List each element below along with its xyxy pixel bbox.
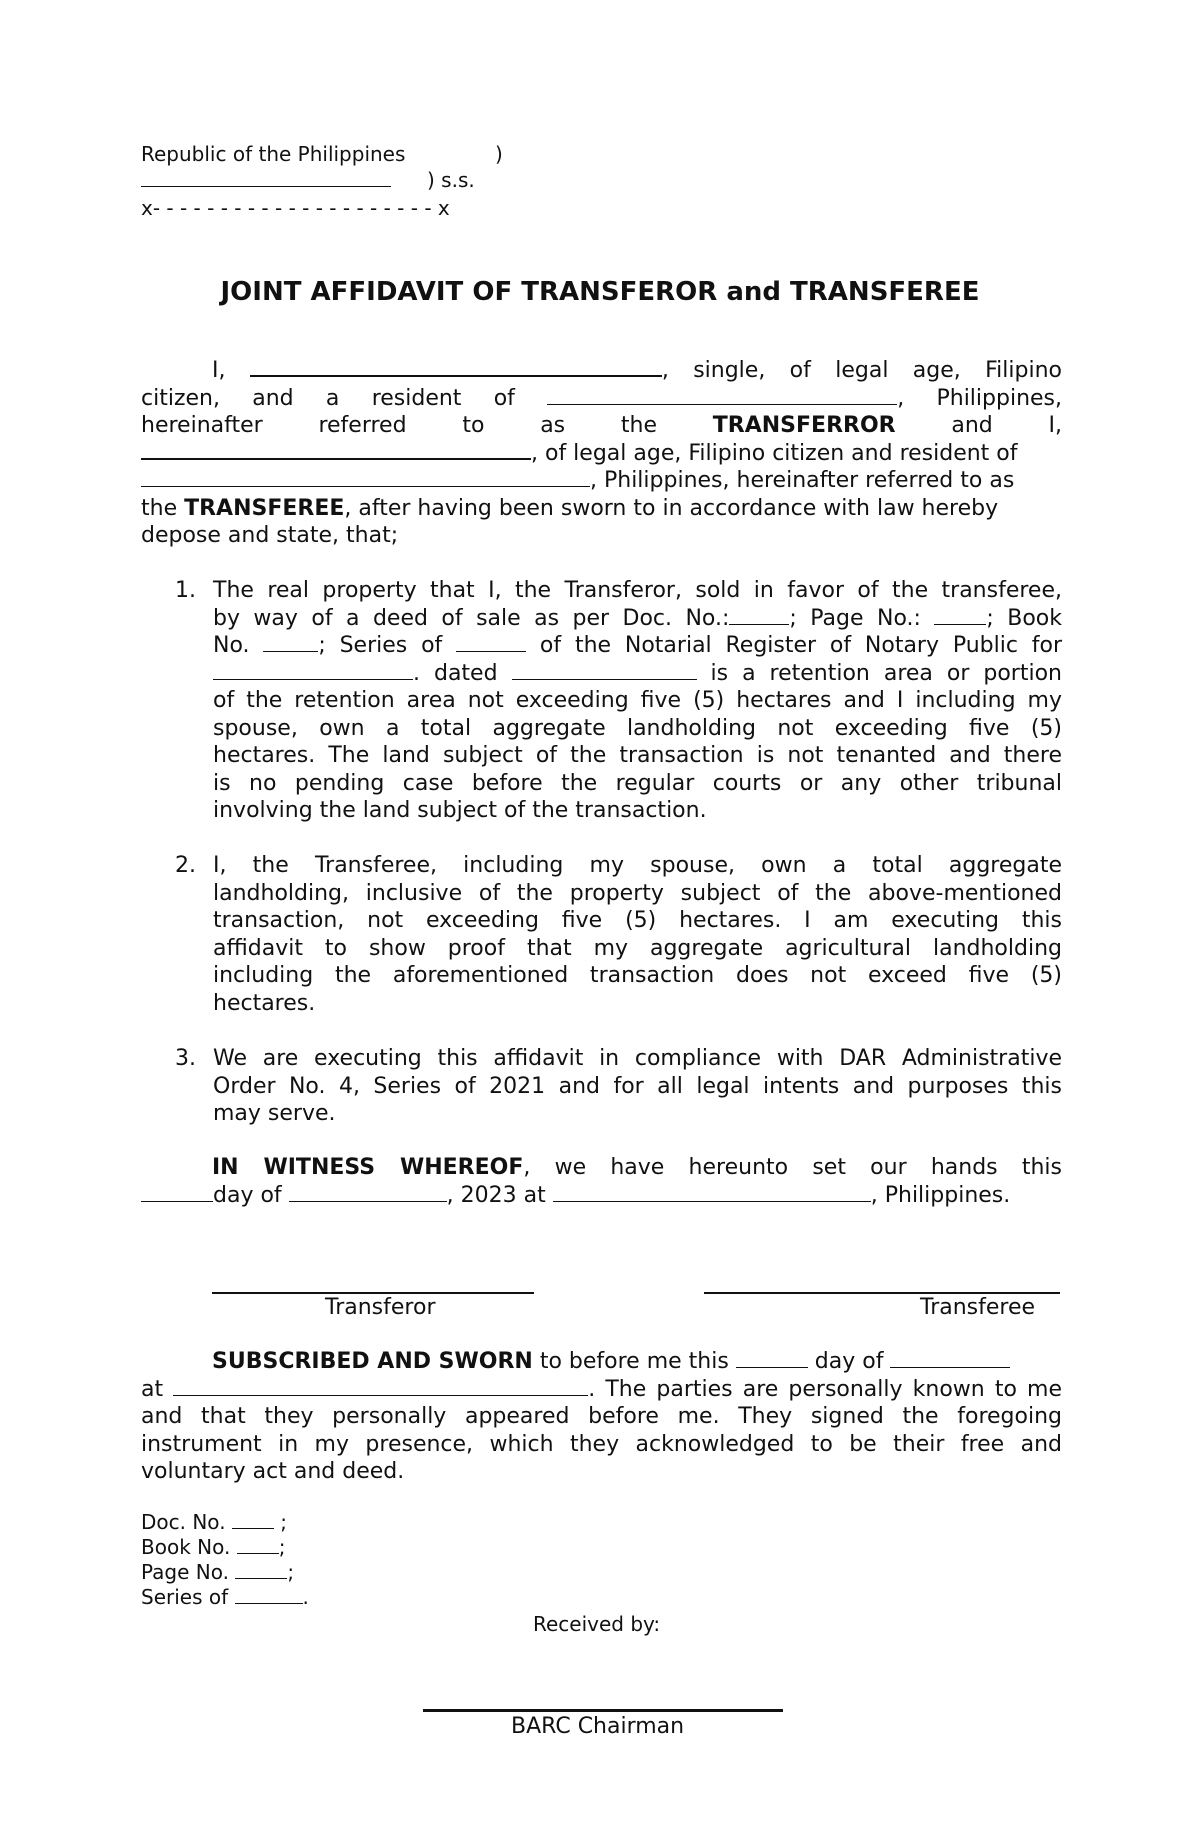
intro-line-7: depose and state, that;: [141, 523, 399, 548]
doc-no-blank: [729, 606, 789, 625]
intro-line-6: the TRANSFEREE, after having been sworn to in accordance with law hereby: [141, 495, 999, 521]
notarial-series: Series of .: [141, 1585, 309, 1609]
date-blank: [512, 661, 697, 680]
transferee-residence-blank: [141, 468, 590, 487]
notarial-doc-no: Doc. No. ;: [141, 1510, 288, 1534]
venue-blank-line: [141, 168, 391, 193]
venue-dash-line: x- - - - - - - - - - - - - - - - - - - - - x: [141, 196, 450, 220]
jurat-month-blank: [890, 1349, 1010, 1368]
transferor-name-blank: [250, 357, 662, 377]
notarial-book-no: Book No. ;: [141, 1535, 286, 1559]
book-no-blank: [263, 633, 318, 652]
intro-paragraph: [141, 357, 1062, 550]
notarial-page-no: Page No. ;: [141, 1560, 295, 1584]
witness-month-blank: [289, 1183, 447, 1202]
jurat-place-blank: [173, 1377, 588, 1396]
jurat-day-blank: [736, 1349, 808, 1368]
item-number: 2.: [175, 853, 196, 878]
barc-signature-line: [423, 1709, 783, 1712]
transferor-residence-blank: [547, 386, 897, 405]
received-by-label: Received by:: [533, 1612, 661, 1636]
venue-blank: [141, 168, 391, 187]
item-number: 3.: [175, 1046, 196, 1071]
document-title: JOINT AFFIDAVIT OF TRANSFEROR and TRANSFEREE: [220, 277, 980, 307]
intro-line-2: citizen, and a resident of , Philippines,: [141, 385, 1063, 411]
barc-chairman-label: BARC Chairman: [511, 1714, 685, 1739]
jurat-paragraph: SUBSCRIBED AND SWORN to before me this day of at . The parties are personally known to me and that they personally appeared before me. They signed the foregoing instrument in my presence, which they acknowledged to be their free and voluntary act and deed.: [141, 1349, 1063, 1484]
item-number: 1.: [175, 578, 196, 603]
venue-republic: [141, 142, 405, 167]
venue-paren: ): [495, 142, 503, 166]
venue-ss: ) s.s.: [427, 168, 475, 192]
intro-line-5: , Philippines, hereinafter referred to as: [141, 467, 1062, 495]
notary-public-blank: [213, 661, 413, 680]
transferor-label: Transferor: [325, 1295, 436, 1320]
intro-line-4: , of legal age, Filipino citizen and resident of: [141, 440, 1062, 468]
series-blank: [456, 633, 526, 652]
intro-line-1: I, , single, of legal age, Filipino: [212, 358, 1062, 383]
witness-place-blank: [553, 1183, 871, 1202]
witness-paragraph: IN WITNESS WHEREOF, we have hereunto set our hands this day of , 2023 at , Philippines.: [141, 1154, 1062, 1209]
intro-line-3: hereinafter referred to as the TRANSFERROR and I,: [141, 413, 1062, 438]
transferee-name-blank: [141, 440, 531, 460]
page-no-blank: [934, 606, 986, 625]
witness-day-blank: [141, 1183, 213, 1202]
venue-line: Republic of the Philippines: [141, 142, 406, 166]
transferee-label: Transferee: [920, 1295, 1036, 1320]
